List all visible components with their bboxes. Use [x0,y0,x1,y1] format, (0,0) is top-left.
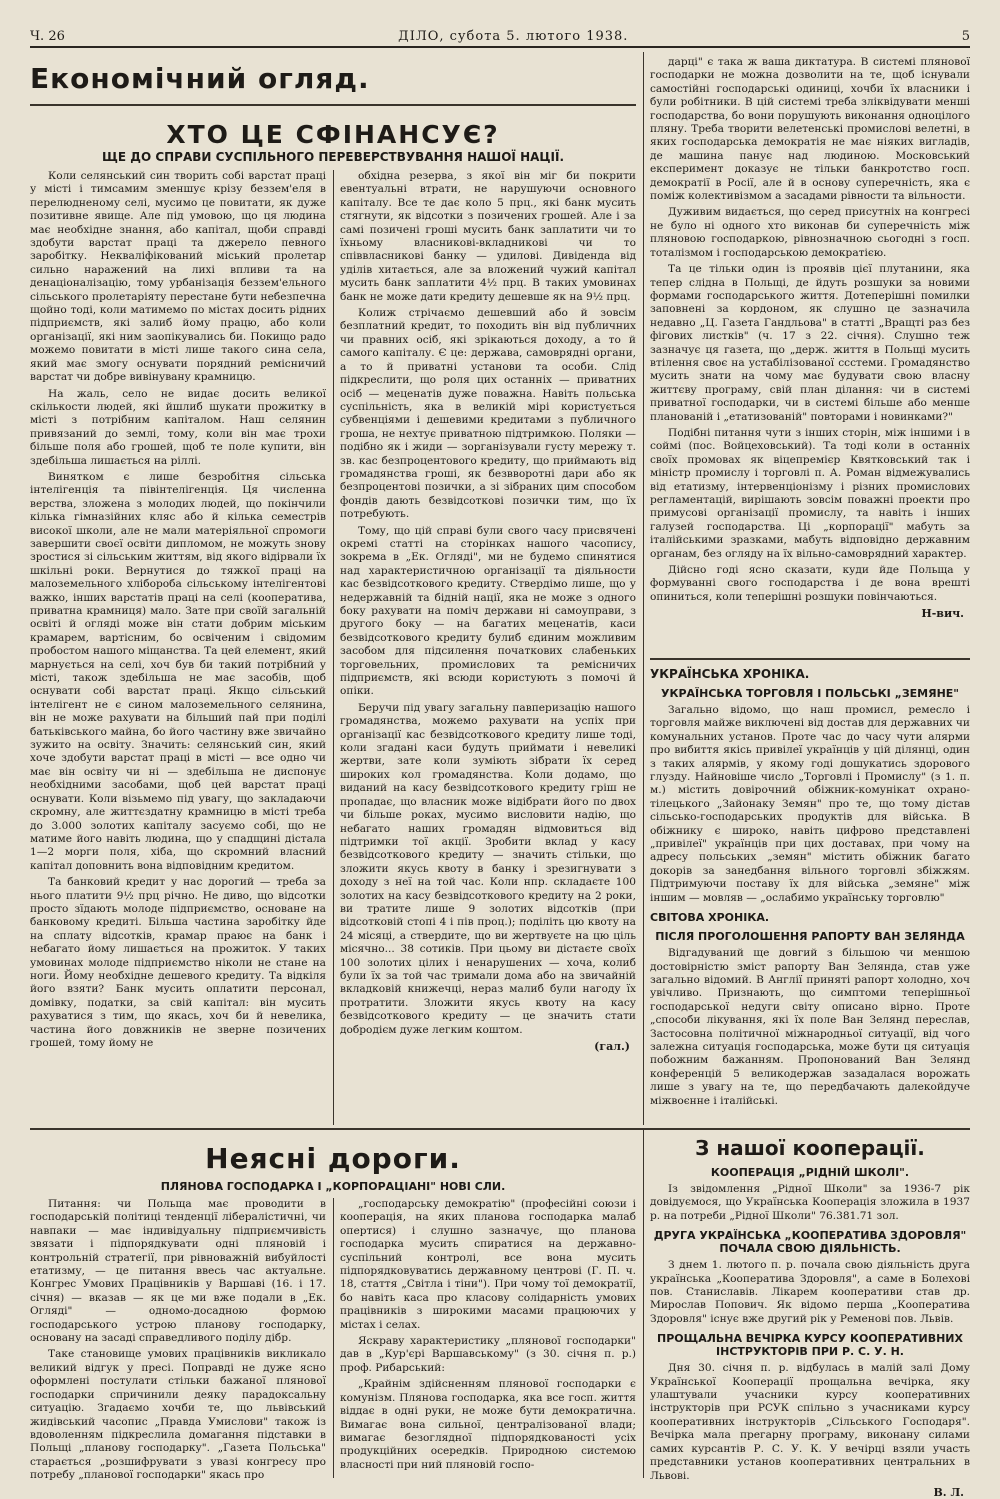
paragraph: Дуживим видається, що серед присутніх на конгресі не було ні одного хто виконав би суперечність між пляновою господаркою, рівнозначною сьогодні з госп. тоталізмом і господарською демократією. [650,206,970,259]
paragraph: Тому, що цій справі були свого часу присвячені окремі статті на сторінках нашого часопису, зокрема в „Ек. Огляді", ми не будемо спинятися над характеристичною організації та діяльности кас безвідсоткового кредиту. Ствердімо лише, що у недержавній та бідній нації, яка не може з одного боку рахувати на поміч держави ні самоуправи, з другого боку — на багатих меценатів, каси безвідсоткового кредиту булиб єдиним можливим засобом для підсилення початкових слабеньких торговельних, промислових та ремісничих підприємств, які всюди користують з помочі й опіки. [340,524,636,698]
paragraph: Винятком є лише безробітня сільська інтелігенція та півінтелігенція. Ця численна верства, зложена з молодих людей, що покінчили кілька гімназійних кляс або й кілька семестрів високої школи, але не мали матеріяльної спромоги завершити своєї освіти дипломом, не можуть знову зростися зі сільським життям, від якого відірвали їх шкільні роки. Вернутися до тяжкої праці на малоземельного хлібороба сільському інтелігентові важко, інших варстатів праці на селі (кооператива, приватна крамниця) мало. Зате при своїй загальній освіті й огляді може він стати добрим міським крамарем, вартісним, бо освіченим і свідомим пробостом нашого міщанства. Та цей елемент, який марнується на селі, хоч був би такий потрібний у місті, також здебільша не має засобів, щоб оснувати собі варстат праці. Якщо сільський інтелігент не є сином малоземельного селянина, він не може рахувати на більший пай при поділі батьківського майна, бо його частину вже звичайно зужито на освіту. Значить: селянський син, який хоче здобути варстат праці в місті — все одно чи має він освіту чи ні — здебільша не диспонує необхідними засобами, щоб цей варстат праці оснувати. Коли візьмемо під увагу, що закладаючи скромну, але життєздатну крамницю в місті треба до 3.000 золотих капіталу засуємо собі, що не матиме його навіть людина, що у спадщині дістала 1—2 морги поля, хіба, що скромний власний капітал доповнить вона відповідним кредитом. [30,470,326,872]
chronicle-headline: УКРАЇНСЬКА ТОРГОВЛЯ І ПОЛЬСЬКІ „ЗЕМЯНЕ" [660,687,960,700]
column-divider [643,52,644,1125]
paragraph: Та це тільки один із проявів цієї плутанини, яка тепер слідна в Польщі, де йдуть розшуки за новими формами господарського життя. Дотеперішні помилки заповнені за кордоном, як слушно це зазначила недавно „Ц. Газета Гандльова" в статті „Вращті раз без фігових листків" (ч. 17 з 22. січня). Слушно теж зазначує ця газета, що „держ. життя в Польщі мусить втілення своє на устабілізованої ссстеми. Громадянство мусить знати на чому має будувати свою власну життєву програму, свій план ділання: чи в системі приватної господарки, чи в системі більше або менше планованій і „етатизованій" повторами і новинками?" [650,263,970,423]
bottom-article-title: Неясні дороги. [205,1142,461,1175]
coop-headline: КООПЕРАЦІЯ „РІДНІЙ ШКОЛІ". [710,1166,910,1179]
cooperation-column [650,1134,970,1499]
world-chronicle-header: СВІТОВА ХРОНІКА. [650,911,770,925]
page-section-label: Ч. 26 [30,28,65,44]
column-divider [333,170,334,1125]
masthead: ДІЛО, субота 5. лютого 1938. [398,28,629,44]
section-rule [30,104,636,106]
bottom-article-subtitle: ПЛЯНОВА ГОСПОДАРКА І „КОРПОРАЦІАНІ" НОВІ СЛИ. [160,1180,506,1193]
paragraph: дарці" є така ж ваша диктатура. В системі плянової господарки не можна дозволити на те, щоб існували самостійні господарські одиниці, хочби їх власники і були робітники. В цій системі треба зліквідувати менші господарства, бо вони порушують виконання одноцілого пляну. Треба творити велетенські промислові велетні, в яких господарська демократія не має ніяких вигладів, де машина панує над людиною. Московський експеримент доказує не тільки банкротство госп. демократії в Росії, але й в основу суперечність, яка є поміж колективізмом а засадами рівности та вільности. [650,56,970,203]
paragraph: Коли селянський син творить собі варстат праці у місті і тимсамим зменшує крізу беззем'еля в перелюдненому селі, мусимо це повитати, як дуже позитивне явище. Але під умовою, що ця людина має необхідне знання, або капітал, щоби справді здобути варстат праці та джерело певного заробітку. Некваліфікований міський пролетар сильно наражений на лихі впливи та на денаціоналізацію, тому урбанізація беззем'ельного сільського пролетаріяту перестане бути небезпечна щойно тоді, коли матимемо по містах досить рідних підприємств, які залиб йому працю, або коли організації, які ним заопікувались би. Покищо радо можемо повитати в місті лише такого сина села, який має змогу оснувати порядний ремісничий варстат чи добре вивінувану крамницю. [30,170,326,384]
ukrainian-chronicle-header: УКРАЇНСЬКА ХРОНІКА. [650,667,810,681]
page-header [30,26,970,48]
article-subtitle: ЩЕ ДО СПРАВИ СУСПІЛЬНОГО ПЕРЕВЕРСТВУВАННЯ НАШОЇ НАЦІЇ. [101,150,565,164]
paragraph: Подібні питання чути з інших сторін, між іншими і в соймі (пос. Войцеховський). Та тоді коли в останніх своїх промовах як віцепремієр Квятковський так і міністр промислу і торговлі п. А. Роман відмежувались від етатизму, інтервенціонізму і різних промислових регламентацій, вирішають зовсім поважні проекти про примусові організації промислу, та навіть і інших галузей господарства. Ці „корпорації" мабуть за італійськими зразками, мабуть відповідно державним органам, без огляду на їх вільно-самоврядний характер. [650,426,970,560]
author-signature: (гал.) [594,1040,630,1053]
chronicle-column [650,662,970,1122]
paragraph: Питання: чи Польща має проводити в господарській політиці тенденції лібералістичні, чи навпаки — має індивідуальну підприємчивість звязати і підпорядкувати одні пляновій і контрольній стратегії, при рівноважній вибуйлості етатизму, — це питання ввесь час актуальне. Конгрес Умових Працівників у Варшаві (16. і 17. січня) — вказав — як це ми вже подали в „Ек. Огляді" — одномо-досадною формою господарського устрою планову господарку, основану на засаді справедливого поділу дібр. [30,1198,326,1345]
bottom-column-1 [30,1198,326,1482]
cooperation-title: З нашої кооперації. [695,1136,925,1160]
paragraph: „господарську демократію" (професійні союзи і кооперація, на яких планова господарка малаб опертися) і слушно зазначує, що планова господарка мусить спиратися на державно-суспільний контролі, все вона мусить підпорядковуватись державному центрові (Г. П. ч. 18, стаття „Світла і тіни"). При чому тої демократії, бо навіть каса про класову солідарність умових працівників з широкими масами працюючих у містах і селах. [340,1198,636,1331]
author-signature: В. Л. [933,1485,964,1499]
world-chronicle-headline: ПІСЛЯ ПРОГОЛОШЕННЯ РАПОРТУ ВАН ЗЕЛЯНДА [655,930,965,944]
paragraph: Із звідомлення „Рідної Школи" за 1936-7 рік довідуємося, що Українська Кооперація зложила в 1937 р. на потреби „Рідної Школи" 76.381.71 зол. [650,1183,970,1222]
column-divider [333,1198,334,1478]
section-title: Економічний огляд. [30,62,370,95]
economic-column-3 [650,56,970,656]
author-signature: Н-вич. [921,607,964,621]
chronicle-rule [650,658,970,660]
paragraph: З днем 1. лютого п. р. почала свою діяльність друга українська „Кооператива Здоровля", а саме в Болехові пов. Станиславів. Лікарем кооперативи став др. Мирослав Попович. Як відомо перша „Кооператива Здоровля" існує вже другий рік у Ременові пов. Львів. [650,1259,970,1325]
article-title: ХТО ЦЕ СФІНАНСУЄ? [166,120,500,149]
paragraph: Таке становище умових працівників викликало великий відгук у пресі. Поправді не дуже ясно оформлені постулати стільки бажаної плянової господарки спричинили деяку парадоксальну ситуацію. Згадаємо хочби те, що львівський жидівський часопис „Правда Умислови" також із вдоволенням підкреслила домагання підставки в Польщі „планову господарку". „Газета Польська" старається „розшифрувати з увазі конгресу про потребу „планової господарки" якась про [30,1348,326,1482]
paragraph: обхідна резерва, з якої він міг би покрити евентуальні втрати, не нарушуючи основного капіталу. Все те дає коло 5 прц., які банк мусить стягнути, як відсотки з позичених грошей. Але і за самі позичені гроші мусить банк заплатити чи то їхньому власникові-вкладникові чи то співвласникові банку — удилові. Дивіденда від уділів хитається, але за вложений чужий капітал мусить банк заплатити 4½ прц. В таких умовинах банк не може дати кредиту дешевше як на 9½ прц. [340,170,636,303]
paragraph: „Крайнім здійсненням плянової господарки є комунізм. Плянова господарка, яка все госп. життя віддає в одні руки, не може бути демократична. Вимагає вона сильної, централізованої влади; вимагає безоглядної підпорядкованості усіх продукційних осередків. Природною системою власності при ний пляновій госпо- [340,1378,636,1471]
paragraph: Дня 30. січня п. р. відбулась в малій залі Дому Української Кооперації прощальна вечірка, яку улаштували учасники курсу кооперативних інструкторів при РСУК спільно з учасниками курсу кооперативних інструкторів „Сільського Господаря". Вечірка мала прегарну програму, виконану силами самих курсантів Р. С. У. К. У вечірці взяли участь представники установ кооперативних центральних в Львові. [650,1362,970,1482]
column-divider [643,1130,644,1478]
coop-headline: ДРУГА УКРАЇНСЬКА „КООПЕРАТИВА ЗДОРОВЛЯ" ПОЧАЛА СВОЮ ДІЯЛЬНІСТЬ. [653,1229,967,1256]
economic-column-2 [340,170,636,1125]
paragraph: Яскраву характеристику „плянової господарки" дав в „Кур'єрі Варшавському" (з 30. січня п. р.) проф. Рибарський: [340,1335,636,1374]
paragraph: Та банковий кредит у нас дорогий — треба за нього платити 9½ прц річно. Не диво, що відсотки просто зїдають молоде підприємство, основане на банковому кредиті. Більша частина заробітку йде на сплату відсотків, крамар праює на банк і небагато йому лишається на прожиток. У таких умовинах молоде підприємство ніколи не стане на ноги. Йому необхідне дешевого кредиту. Та відкіля його взяти? Банк мусить оплатити персонал, домівку, податки, за свій капітал: він мусить рахуватися з тим, що якась, хоч би й невелика, частина його довжників не зверне позичених грошей, тому йому не [30,876,326,1049]
paragraph: Колиж стрічаємо дешевший або й зовсім безплатний кредит, то походить він від публичних чи правних осіб, які зрікаються доходу, а то й самого капіталу. Є це: держава, самоврядні органи, а то й приватні установи та особи. Слід підкреслити, що роля цих останніх — приватних осіб — меценатів дуже поважна. Навіть польська суспільність, яка в великій мірі користується субвенціями і дешевими кредитами з публичного гроша, не нехтує приватною підтримкою. Поляки — подібно як і жиди — зорганізували густу мережу т. зв. кас безпроцентового кредиту, що приймають від громадянства гроші, як безвворотні дари або як безпроцентові позички, а зі зібраних цим способом фондів дають безвідсоткові позички тим, що їх потребують. [340,307,636,521]
paragraph: Відгадуваний ще довгий з більшою чи меншою достовірністю зміст рапорту Ван Зелянда, став уже загально відомий. В Англії приняті рапорт холодно, хоч увічливо. Признають, що симптоми теперішньої господарської недуги світу описано вірно. Проте „способи лікування, які їх поле Ван Зелянд переслав, Застосовна політичної міжнародньої ситуації, від чого залежна ситуація господарська, може бути ця ситуація побожним бажанням. Пропонований Ван Зелянд конференцій 5 великодержав зазадалася ворожать лише з увагу на те, що передбачають далекойдуче міжвоєнне і італійські. [650,947,970,1107]
paragraph: Беручи під увагу загальну павперизацію нашого громадянства, можемо рахувати на успіх при організації кас безвідсоткового кредиту лише тоді, коли згадані каси будуть приймати і невеликі жертви, зате коли зумiють зібрати їх серед широких кол громадянства. Коли додамо, що виданий на касу безвідсоткового кредиту гріш не пропадає, що власник може відібрати його по двох чи більше роках, мусимо висловити надію, що небагато наших громадян відмовиться від підтримки тої акції. Зробити вклад у касу безвідсоткового кредиту — значить стільки, що зложити якусь квоту в банку і зрезигнувати з доходу з неї на той час. Коли нпр. складаєте 100 золотих на касу безвідсоткового кредиту на 2 роки, ви тратите лише 9 золотих відсотків (при відсотковій стопі 4 і пів проц.); поділіть цю квоту на 24 місяці, а ствердите, що ви жертвуєте на цю ціль місячно... 38 сотиків. При цьому ви дістаєте своїх 100 золотих цілих і ненарушених — хоча, колиб були їх за той час тримали дома або на звичайній вкладковій книжечці, нераз малиб були нагоду їх протратити. Зложити якусь квоту на касу безвідсоткового кредиту — це значить стати добродієм дуже легким коштом. [340,701,636,1036]
coop-headline: ПРОЩАЛЬНА ВЕЧІРКА КУРСУ КООПЕРАТИВНИХ ІНСТРУКТОРІВ ПРИ Р. С. У. Н. [657,1332,963,1359]
bottom-rule [30,1128,970,1130]
paragraph: Загально відомо, що наш промисл, ремесло і торговля майже виключені від достав для державних чи комунальних установ. Проте час до часу чути алярми про вибиття якісь привілеї українців у цій ділянці, один з таких алярмів, у якому годі дошукатись здорового глузду. Найновіше число „Торговлі і Промислу" (з 1. п. м.) містить довірочний обіжник-комунікат охрано-тілецького „Зайонаку Земян" про те, що тому дістав сільсько-господарських продуктів для війська. В обіжнику є широко, навіть цифрово представлені „привілеї" українців при цих доставах, при чому на адресу польських „земян" містить обіжник багато докорів за занедбання вільного торговлі збіжжям. Підтримуючи поставу їх для війська „земяне" між іншим — мовляв — „ослабимо українську торговлю" [650,704,970,904]
paragraph: Дійсно годі ясно сказати, куди йде Польща у формуванні свого господарства і де вона врешті опиниться, коли теперішні розшуки повінчаються. [650,564,970,603]
page-number: 5 [961,28,970,44]
paragraph: На жаль, село не видає досить великої скількости людей, які йшлиб шукати прожитку в місті з потрібним капіталом. Наш селянин привязаний до землі, тому, коли він має трохи більше поля або грошей, щоб те поле купити, він здебільша лишається на ріллі. [30,387,326,467]
bottom-column-2 [340,1198,636,1478]
economic-column-1 [30,170,326,1125]
